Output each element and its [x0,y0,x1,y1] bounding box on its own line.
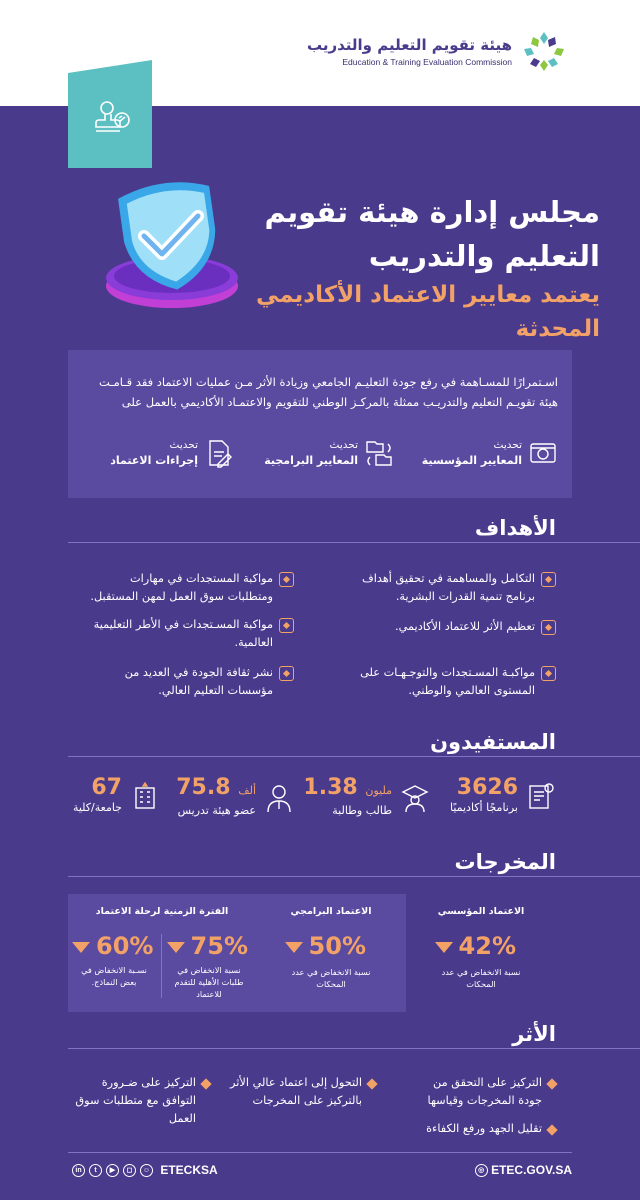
diamond-bullet-icon [541,620,556,635]
diamond-bullet-icon [541,666,556,681]
stat-faculty [176,776,294,819]
diamond-bullet-icon [279,618,294,633]
update-pre: تحديث [329,439,358,451]
output-note: نسبة الانخفاض في عدد المحكات [291,967,371,989]
snapchat-icon[interactable]: ☺ [140,1164,153,1177]
output-value: 50% [308,932,366,960]
intro-panel [68,350,572,498]
beneficiaries-title: المستفيدون [430,730,556,754]
instagram-icon[interactable]: ◻ [123,1164,136,1177]
stat-value: 75.8 [176,775,231,800]
divider [68,542,640,543]
goal-item: نشر ثقافة الجودة في العديد من مؤسسات التعليم العالي. [84,664,294,700]
goal-item: مواكبـة المسـتجدات والتوجـهـات على المستوى العالمي والوطني. [346,664,556,700]
stat-label: برنامجًا أكاديميًا [449,801,518,814]
goal-item: مواكبة المسـتجدات في الأطر التعليمية العالمية. [84,616,294,652]
arrow-down-icon [167,942,185,953]
update-label: إجراءات الاعتماد [110,454,198,467]
stat-universities [73,776,160,816]
arrow-down-icon [285,942,303,953]
stat-value: 1.38 [303,775,358,800]
arrow-down-icon [435,942,453,953]
faculty-icon [264,782,294,814]
output-head: الفترة الزمنية لرحلة الاعتماد [95,906,229,917]
page-title-line1: مجلس إدارة هيئة تقويم [264,195,600,229]
update-procedures [110,438,234,468]
goal-item: مواكبة المستجدات في مهارات ومتطلبات سوق العمل لمهن المستقبل. [84,570,294,606]
diamond-bullet-icon [200,1078,211,1089]
update-label: المعايير البرامجية [264,454,358,467]
stat-label: عضو هيئة تدريس [177,804,256,817]
output-programmatic [256,894,406,1012]
output-head: الاعتماد المؤسسي [437,906,525,917]
twitter-icon[interactable]: t [89,1164,102,1177]
output-timeline [68,894,256,1012]
stamp-icon [92,98,132,142]
folders-sync-icon [364,438,394,468]
diamond-bullet-icon [546,1078,557,1089]
logo-arabic-name: هيئة تقويم التعليم والتدريب [306,36,512,54]
page-subtitle-line1: يعتمد معايير الاعتماد الأكاديمي [255,282,600,308]
diamond-bullet-icon [546,1124,557,1135]
program-icon [526,780,556,812]
arrow-down-icon [72,942,90,953]
page-title-line2: التعليم والتدريب [368,239,600,273]
impact-item: تقليل الجهد ورفع الكفاءة [376,1120,556,1138]
stat-programs [450,776,556,816]
update-label: المعايير المؤسسية [421,454,522,467]
update-pre: تحديث [169,439,198,451]
divider [68,756,640,757]
diamond-bullet-icon [541,572,556,587]
graduate-icon [400,782,430,814]
stat-unit: مليون [365,784,392,797]
goals-title: الأهداف [474,516,556,540]
goal-item: التكامل والمساهمة في تحقيق أهداف برنامج تنمية القدرات البشرية. [346,570,556,606]
website-link[interactable]: ◎ ETEC.GOV.SA [471,1163,572,1177]
intro-paragraph: اسـتمرارًا للمسـاهمة في رفع جودة التعليـم الجامعي وزيادة الأثر مـن عمليات الاعتماد فقد قـامـت هيئة تقويـم التعليم والتدريـب ممثلة بالمركـز الوطني للتقويم والاعتمـاد الأكاديمي بالعمل على [98,375,558,409]
diamond-bullet-icon [279,666,294,681]
logo-english-name: Education & Training Evaluation Commission [342,57,512,67]
divider [68,876,640,877]
output-head: الاعتماد البرامجي [290,906,372,917]
output-value: 75% [190,932,248,960]
divider [161,934,162,998]
impact-item: التركيز على ضـرورة التوافق مع متطلبات سوق العمل [68,1074,210,1128]
diamond-bullet-icon [366,1078,377,1089]
output-value: 42% [458,932,516,960]
university-icon [130,780,160,812]
globe-icon: ◎ [475,1164,488,1177]
document-edit-icon [204,438,234,468]
footer-divider [68,1152,572,1153]
impact-title: الأثر [512,1022,556,1046]
update-pre: تحديث [493,439,522,451]
etec-logo-icon [518,28,570,76]
output-note: نسـبة الانخفاض في بعض النماذج. [81,965,147,987]
stat-label: جامعة/كلية [72,801,122,814]
outputs-title: المخرجات [454,850,556,874]
page-subtitle-line2: المحدثة [515,316,600,342]
goal-item: تعظيم الأثر للاعتماد الأكاديمي. [346,618,556,636]
output-institutional [406,894,556,1012]
diamond-bullet-icon [279,572,294,587]
impact-item: التركيز على التحقق من جودة المخرجات وقياسها [406,1074,556,1110]
stat-students [303,776,430,819]
stat-value: 67 [91,775,122,800]
youtube-icon[interactable]: ▶ [106,1164,119,1177]
impact-item: التحول إلى اعتماد عالي الأثر بالتركيز على المخرجات [226,1074,376,1110]
social-links [68,1163,218,1177]
output-note: نسبة الانخفاض في عدد المحكات [441,967,521,989]
output-note: نسبة الانخفاض في طلبات الأهلية للتقدم للاعتماد [174,965,244,999]
output-value: 60% [96,932,154,960]
stat-value: 3626 [456,775,518,800]
social-handle: ETECKSA [160,1163,218,1177]
stat-label: طالب وطالبة [332,804,392,817]
linkedin-icon[interactable]: in [72,1164,85,1177]
divider [68,1048,640,1049]
logo-text [307,36,512,67]
update-institutional [422,438,558,468]
update-programmatic [264,438,394,468]
institution-icon [528,438,558,468]
stat-unit: ألف [238,784,256,797]
